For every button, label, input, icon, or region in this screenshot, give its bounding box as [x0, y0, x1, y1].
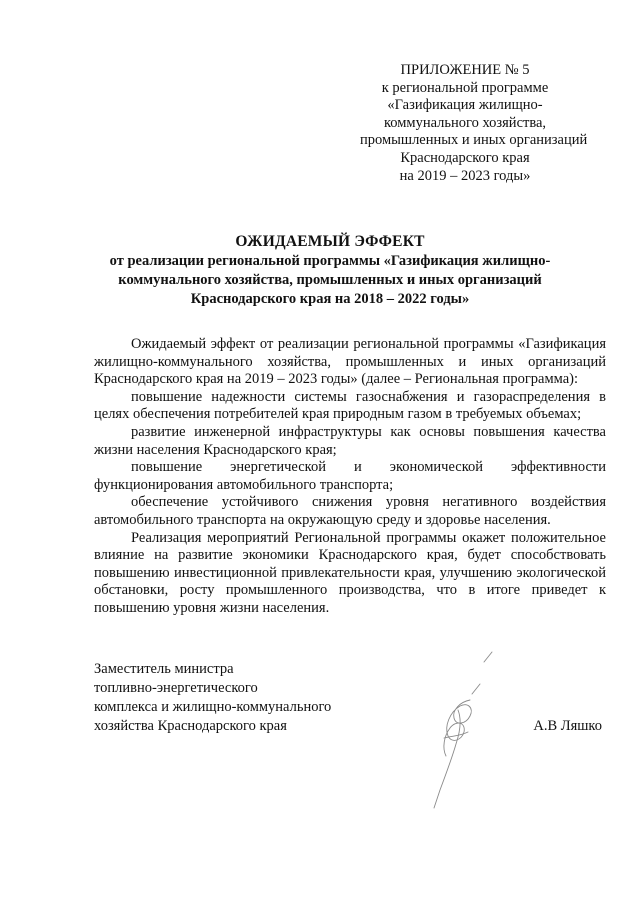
appendix-line: на 2019 – 2023 годы» [399, 167, 531, 184]
document-subtitle [70, 252, 590, 309]
position-line: хозяйства Краснодарского края [94, 718, 287, 734]
appendix-line: «Газификация жилищно- [387, 97, 543, 114]
body-paragraph-infrastructure: развитие инженерной инфраструктуры как основы повышения качества жизни населения Краснодарского края; [94, 423, 606, 458]
position-line: комплекса и жилищно-коммунального [94, 699, 332, 715]
signatory-name: А.В Ляшко [533, 718, 602, 734]
body-paragraph-conclusion: Реализация мероприятий Региональной программы окажет положительное влияние на развитие экономики Краснодарского края, будет способствовать повышению инвестиционной привлекательности края, улучшению экологической обстановки, росту промышленного производства, что в итоге приведет к повышению уровня жизни населения. [94, 529, 606, 616]
appendix-block [360, 62, 588, 185]
document-body [94, 336, 606, 618]
appendix-line: к региональной программе [381, 79, 549, 96]
appendix-line: коммунального хозяйства, [383, 114, 547, 131]
signatory-position [94, 660, 606, 736]
body-paragraph-reliability: повышение надежности системы газоснабжения и газораспределения в целях обеспечения потребителей края природным газом в требуемых объемах; [94, 388, 606, 423]
subtitle-line: коммунального хозяйства, промышленных и иных организаций [118, 272, 542, 288]
body-paragraph-intro: Ожидаемый эффект от реализации региональной программы «Газификация жилищно-коммунального хозяйства, промышленных и иных организаций Краснодарского края на 2019 – 2023 годы» (далее – Региональная программа): [94, 336, 606, 388]
document-title: ОЖИДАЕМЫЙ ЭФФЕКТ [235, 233, 425, 250]
appendix-line: промышленных и иных организаций [360, 132, 588, 149]
body-paragraph-environment: обеспечение устойчивого снижения уровня негативного воздействия автомобильного транспорта на окружающую среду и здоровье населения. [94, 494, 606, 528]
position-line: Заместитель министра [94, 661, 234, 677]
subtitle-line: Краснодарского края на 2018 – 2022 годы» [190, 291, 470, 307]
appendix-title: ПРИЛОЖЕНИЕ № 5 [400, 62, 530, 78]
signature-block [94, 660, 606, 736]
document-heading [70, 232, 590, 309]
handwritten-signature-icon [400, 640, 510, 810]
subtitle-line: от реализации региональной программы «Газификация жилищно- [109, 253, 551, 269]
appendix-line: Краснодарского края [400, 149, 530, 166]
position-line: топливно-энергетического [94, 680, 258, 696]
body-paragraph-transport-efficiency: повышение энергетической и экономической эффективности функционирования автомобильного транспорта; [94, 459, 606, 493]
